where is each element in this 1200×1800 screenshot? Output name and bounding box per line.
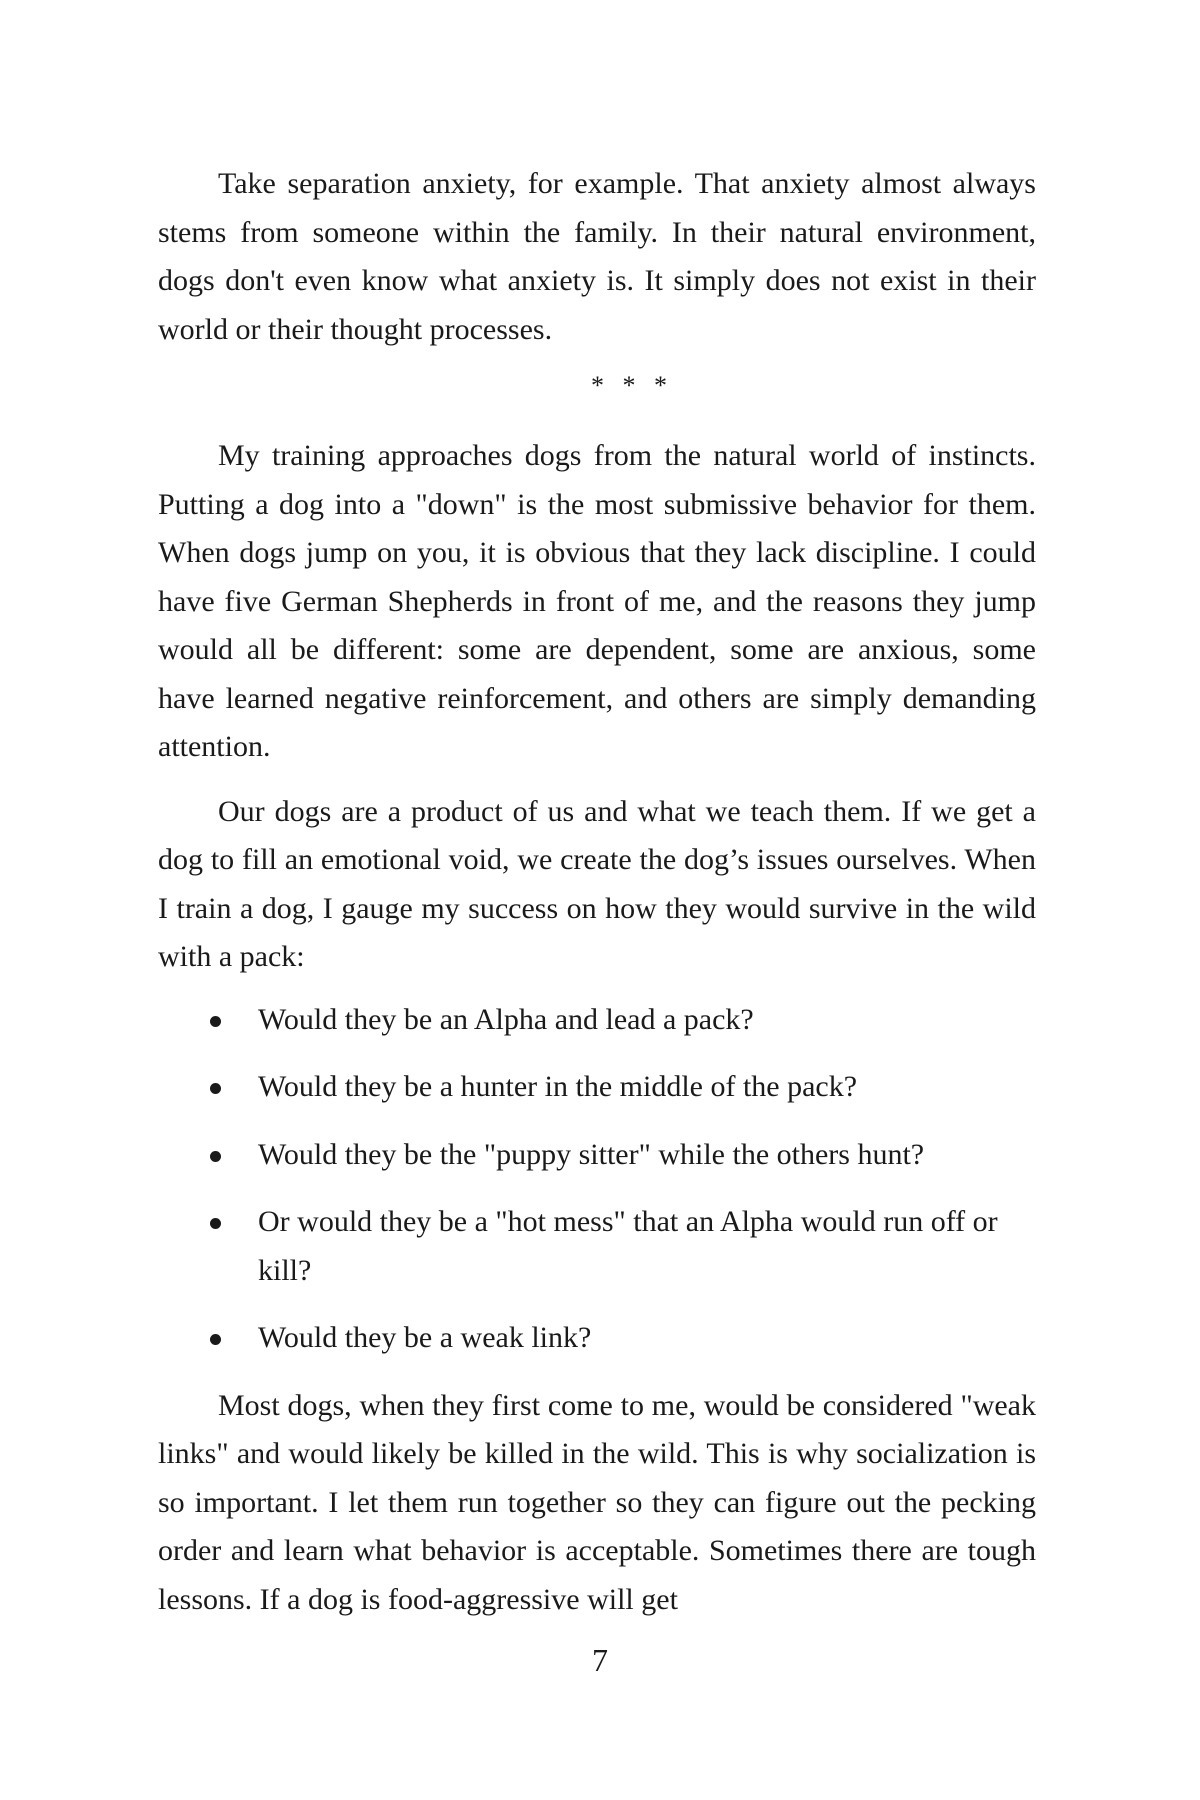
list-item [158, 1131, 1036, 1180]
bullet-icon [210, 1218, 221, 1229]
paragraph-training-approach: My training approaches dogs from the natural world of instincts. Putting a dog into a "down" is the most submissive behavior for them. When dogs jump on you, it is obvious that they lack discipline. I could have five German Shepherds in front of me, and the reasons they jump would all be different: some are dependent, some are anxious, some have learned negative reinforcement, and others are simply demanding attention. [158, 439, 1036, 763]
bullet-icon [210, 1016, 221, 1027]
list-item-text: Would they be an Alpha and lead a pack? [258, 1002, 754, 1036]
list-item-text: Or would they be a "hot mess" that an Alpha would run off or kill? [258, 1205, 998, 1287]
list-item [158, 1063, 1036, 1112]
list-item [158, 1314, 1036, 1363]
list-item-text: Would they be a hunter in the middle of the pack? [258, 1070, 858, 1103]
bullet-icon [210, 1334, 221, 1345]
paragraph-separation-anxiety: Take separation anxiety, for example. That anxiety almost always stems from someone within the family. In their natural environment, dogs don't even know what anxiety is. It simply does not exist in their world or their thought processes. [158, 167, 1036, 346]
pack-role-list [158, 996, 1036, 1363]
list-item [158, 996, 1036, 1045]
paragraph-weak-links: Most dogs, when they first come to me, would be considered "weak links" and would likely be killed in the wild. This is why socialization is so important. I let them run together so they can figure out the pecking order and learn what behavior is acceptable. Sometimes there are tough lessons. If a dog is food-aggressive will get [158, 1388, 1036, 1616]
body-text [158, 160, 1036, 1624]
bullet-icon [210, 1151, 221, 1162]
bullet-icon [210, 1083, 221, 1094]
section-divider: * * * [591, 371, 673, 400]
list-item [158, 1198, 1036, 1295]
list-item-text: Would they be the "puppy sitter" while the others hunt? [258, 1137, 925, 1171]
page-number: 7 [592, 1642, 608, 1678]
list-item-text: Would they be a weak link? [258, 1321, 592, 1354]
paragraph-product-of-us: Our dogs are a product of us and what we teach them. If we get a dog to fill an emotional void, we create the dog’s issues ourselves. When I train a dog, I gauge my success on how they would survive in the wild with a pack: [158, 794, 1036, 973]
